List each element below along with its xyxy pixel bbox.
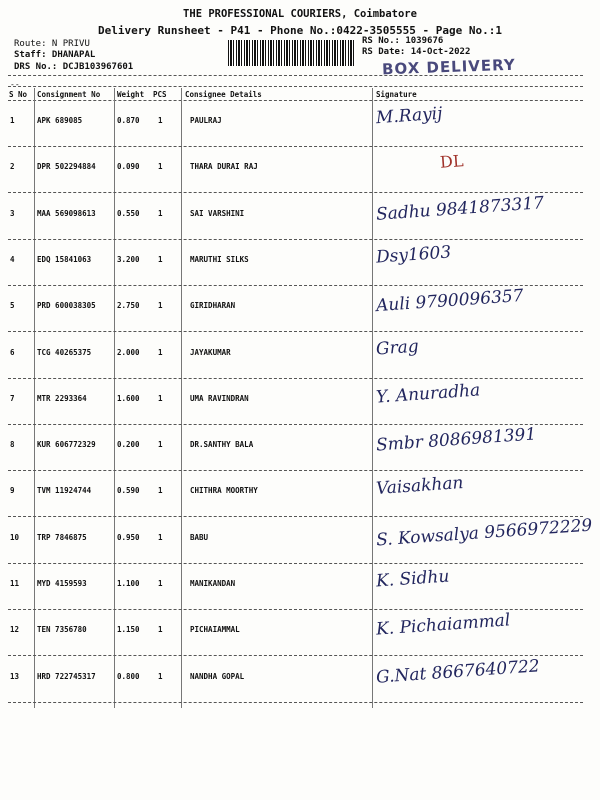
- cell-sno: 7: [10, 393, 15, 403]
- cell-consignment: APK 689085: [37, 116, 83, 125]
- cell-weight: 0.800: [117, 671, 140, 681]
- signature-handwriting: Dsy1603: [375, 242, 452, 268]
- staff-label: Staff: DHANAPAL: [14, 50, 96, 60]
- cell-weight: 0.870: [117, 116, 140, 125]
- cell-consignee: JAYAKUMAR: [190, 347, 231, 357]
- cell-sno: 6: [10, 347, 15, 357]
- column-divider: [181, 88, 182, 708]
- signature-handwriting: Grag: [375, 336, 420, 359]
- signature-handwriting: K. Pichaiammal: [375, 610, 511, 640]
- column-header-weight: Weight: [117, 90, 145, 99]
- cell-pcs: 1: [158, 208, 163, 218]
- row-divider: [8, 378, 583, 379]
- cell-consignment: HRD 722745317: [37, 671, 96, 681]
- cell-consignment: TEN 7356780: [37, 625, 87, 635]
- signature-handwriting: Vaisakhan: [375, 473, 465, 500]
- cell-weight: 0.950: [117, 532, 140, 542]
- cell-consignment: TVM 11924744: [37, 486, 92, 496]
- row-divider: [8, 192, 583, 193]
- row-divider: [8, 702, 583, 703]
- cell-consignment: MTR 2293364: [37, 393, 87, 403]
- column-header-consignee: Consignee Details: [185, 90, 262, 99]
- cell-sno: 3: [10, 208, 15, 218]
- cell-pcs: 1: [158, 162, 163, 172]
- column-header-pcs: PCS: [153, 90, 167, 99]
- cell-consignee: PICHAIAMMAL: [190, 625, 240, 635]
- signature-handwriting: DL: [439, 151, 465, 173]
- cell-pcs: 1: [158, 440, 163, 450]
- cell-consignment: DPR 502294884: [37, 162, 96, 172]
- cell-weight: 0.590: [117, 486, 140, 496]
- runsheet-title: Delivery Runsheet - P41 - Phone No.:0422-3505555 - Page No.:1: [98, 24, 502, 37]
- cell-pcs: 1: [158, 254, 163, 264]
- row-divider: [8, 239, 583, 240]
- signature-handwriting: S. Kowsalya 9566972229: [375, 515, 593, 551]
- cell-weight: 0.200: [117, 440, 140, 450]
- cell-sno: 2: [10, 162, 15, 172]
- cell-weight: 2.000: [117, 347, 140, 357]
- cell-consignee: THARA DURAI RAJ: [190, 162, 258, 172]
- cell-consignee: CHITHRA MOORTHY: [190, 486, 258, 496]
- cell-pcs: 1: [158, 671, 163, 681]
- drs-number: DRS No.: DCJB103967601: [14, 62, 134, 72]
- cell-sno: 4: [10, 254, 15, 264]
- box-delivery-stamp: BOX DELIVERY: [381, 55, 517, 79]
- cell-consignee: PAULRAJ: [190, 116, 222, 125]
- cell-sno: 12: [10, 625, 20, 635]
- cell-pcs: 1: [158, 486, 163, 496]
- cell-consignee: BABU: [190, 532, 209, 542]
- column-header-sno: S No: [9, 90, 28, 99]
- cell-weight: 1.150: [117, 625, 140, 635]
- cell-weight: 3.200: [117, 254, 140, 264]
- row-divider: [8, 516, 583, 517]
- signature-handwriting: K. Sidhu: [375, 566, 450, 592]
- cell-weight: 2.750: [117, 301, 140, 311]
- cell-sno: 11: [10, 579, 20, 588]
- cell-pcs: 1: [158, 579, 163, 588]
- cell-weight: 0.550: [117, 208, 140, 218]
- divider: [8, 75, 583, 76]
- cell-consignee: NANDHA GOPAL: [190, 671, 245, 681]
- cell-consignee: GIRIDHARAN: [190, 301, 236, 311]
- divider: [8, 100, 583, 101]
- cell-consignee: MARUTHI SILKS: [190, 254, 249, 264]
- cell-weight: 0.090: [117, 162, 140, 172]
- cell-pcs: 1: [158, 347, 163, 357]
- row-divider: [8, 146, 583, 147]
- cell-consignment: MYD 4159593: [37, 579, 87, 588]
- signature-handwriting: Y. Anuradha: [375, 380, 481, 408]
- signature-handwriting: M.Rayij: [375, 103, 444, 129]
- cell-sno: 8: [10, 440, 15, 450]
- row-divider: [8, 563, 583, 564]
- cell-pcs: 1: [158, 532, 163, 542]
- cell-consignment: PRD 600038305: [37, 301, 96, 311]
- column-header-signature: Signature: [376, 90, 417, 99]
- row-divider: [8, 424, 583, 425]
- barcode-image: [228, 40, 356, 66]
- cell-pcs: 1: [158, 393, 163, 403]
- cell-consignment: TCG 40265375: [37, 347, 92, 357]
- company-title: THE PROFESSIONAL COURIERS, Coimbatore: [183, 8, 417, 20]
- route-label: Route: N PRIVU: [14, 39, 90, 49]
- row-divider: [8, 470, 583, 471]
- row-divider: [8, 655, 583, 656]
- cell-sno: 5: [10, 301, 15, 311]
- column-header-consignment: Consignment No: [37, 90, 101, 99]
- cell-sno: 9: [10, 486, 15, 496]
- cell-pcs: 1: [158, 301, 163, 311]
- cell-pcs: 1: [158, 625, 163, 635]
- column-divider: [114, 88, 115, 708]
- cell-consignee: UMA RAVINDRAN: [190, 393, 249, 403]
- cell-sno: 1: [10, 116, 15, 125]
- cell-consignment: TRP 7846875: [37, 532, 87, 542]
- cell-sno: 10: [10, 532, 20, 542]
- signature-handwriting: Auli 9790096357: [375, 286, 525, 317]
- rs-number: RS No.: 1039676: [362, 36, 444, 46]
- row-divider: [8, 331, 583, 332]
- cell-weight: 1.600: [117, 393, 140, 403]
- row-divider: [8, 609, 583, 610]
- cell-consignee: MANIKANDAN: [190, 579, 236, 588]
- cell-consignment: MAA 569098613: [37, 208, 96, 218]
- cell-consignee: SAI VARSHINI: [190, 208, 245, 218]
- cell-weight: 1.100: [117, 579, 140, 588]
- column-divider: [372, 88, 373, 708]
- cell-consignment: KUR 606772329: [37, 440, 96, 450]
- signature-handwriting: Sadhu 9841873317: [375, 192, 545, 225]
- row-divider: [8, 285, 583, 286]
- corner-mark: --: [10, 80, 20, 89]
- divider: [8, 86, 583, 87]
- cell-pcs: 1: [158, 116, 163, 125]
- cell-sno: 13: [10, 671, 20, 681]
- column-divider: [34, 88, 35, 708]
- signature-handwriting: G.Nat 8667640722: [375, 655, 541, 688]
- cell-consignment: EDQ 15841063: [37, 254, 92, 264]
- rs-date: RS Date: 14-Oct-2022: [362, 47, 471, 57]
- cell-consignee: DR.SANTHY BALA: [190, 440, 254, 450]
- signature-handwriting: Smbr 8086981391: [375, 424, 537, 456]
